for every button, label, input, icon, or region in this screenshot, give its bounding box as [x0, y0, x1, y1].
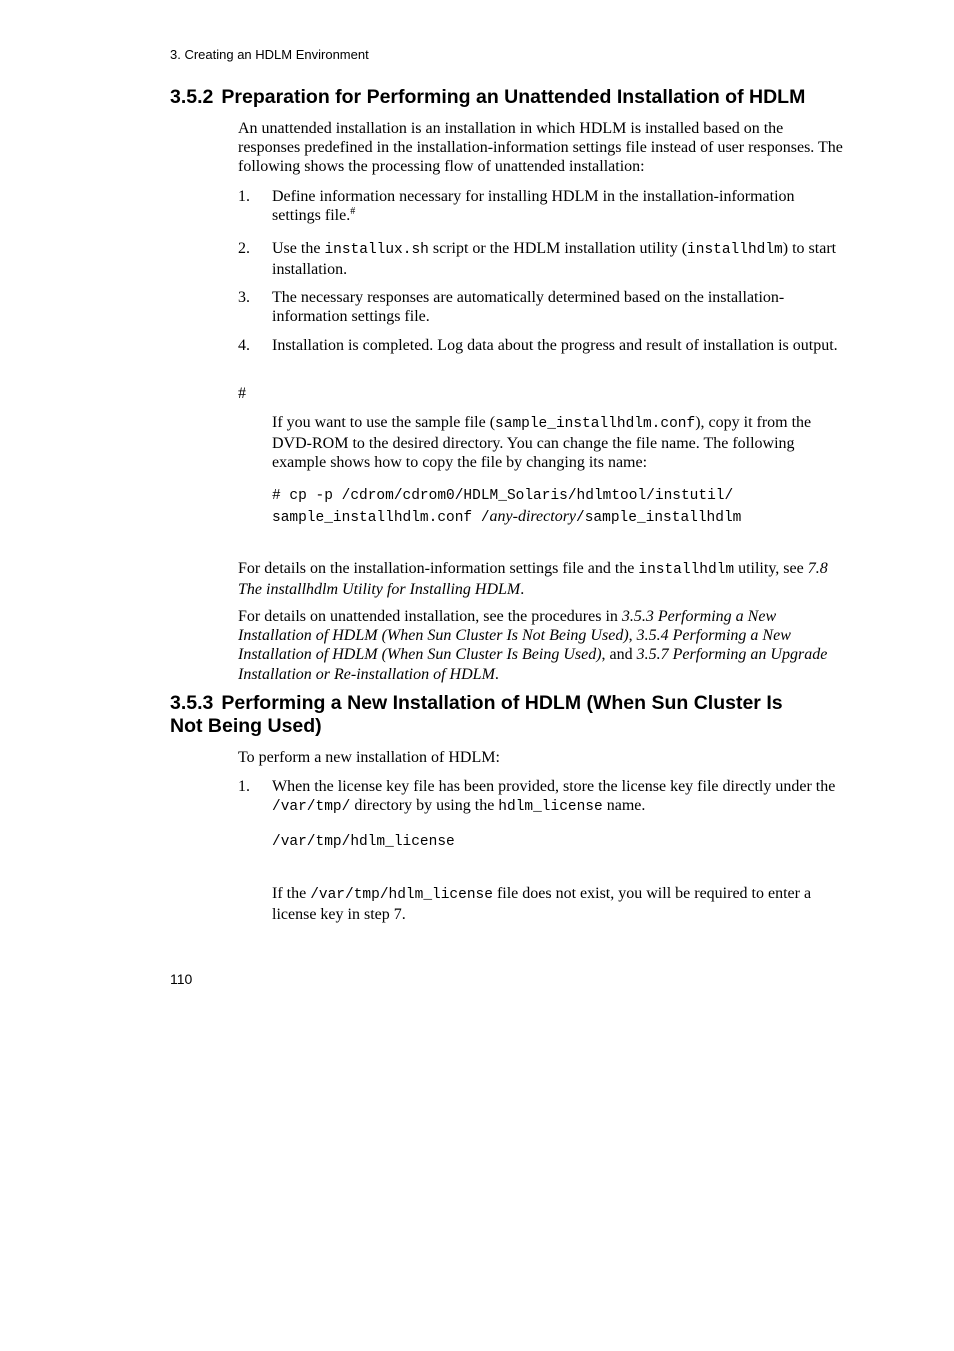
section-number: 3.5.2: [170, 86, 214, 108]
code-line: # cp -p /cdrom/cdrom0/HDLM_Solaris/hdlmtool/instutil/: [272, 488, 734, 504]
list-item-step-1: [272, 777, 844, 817]
footnote-mark: #: [238, 385, 246, 402]
body-text: For details on the installation-information settings file and the: [238, 560, 639, 577]
details-paragraph: [238, 607, 844, 684]
utility-name: installhdlm: [638, 562, 735, 578]
script-name: installux.sh: [324, 242, 429, 258]
code-example: [272, 487, 862, 528]
note-text: If the: [272, 885, 311, 902]
body-text: , and: [601, 646, 637, 664]
code-example: /var/tmp/hdlm_license: [272, 834, 455, 850]
cross-reference: 3.5.4 Performing a New Installation of HDLM (When Sun Cluster Is Being Used): [238, 627, 791, 664]
utility-name: installhdlm: [687, 242, 783, 258]
list-item-step-3: The necessary responses are automatically determined based on the installation-information settings file.: [272, 289, 785, 326]
step-text: Define information necessary for installing HDLM in the installation-information settings file.: [272, 188, 795, 225]
sample-file-name: sample_installhdlm.conf: [495, 416, 696, 432]
body-text: utility, see: [734, 560, 808, 577]
list-item-step-2: [272, 239, 844, 279]
list-number: 3.: [238, 289, 250, 306]
step-text: script or the HDLM installation utility (: [428, 240, 688, 257]
body-text: ,: [628, 627, 637, 645]
running-header: 3. Creating an HDLM Environment: [170, 47, 369, 62]
code-variable: any-directory: [489, 507, 577, 525]
details-paragraph: [238, 559, 844, 599]
file-path: /var/tmp/hdlm_license: [310, 887, 493, 903]
cross-reference: 3.5.3 Performing a New Installation of HDLM (When Sun Cluster Is Not Being Used): [238, 608, 777, 645]
cross-reference: 3.5.7 Performing an Upgrade Installation or Re-installation of HDLM: [238, 646, 828, 683]
list-number: 1.: [238, 188, 250, 205]
body-text: .: [494, 665, 499, 683]
list-item-step-4: Installation is completed. Log data about the progress and result of installation is output.: [272, 337, 838, 354]
note-text: If you want to use the sample file (: [272, 414, 496, 431]
body-text: .: [520, 581, 525, 599]
body-text: For details on unattended installation, see the procedures in: [238, 608, 622, 625]
list-number: 1.: [238, 778, 250, 795]
footnote-paragraph: [272, 413, 844, 473]
step-text: When the license key file has been provided, store the license key file directly under the: [272, 778, 836, 795]
page-number: 110: [170, 971, 193, 987]
list-number: 2.: [238, 240, 250, 257]
section-title: Performing a New Installation of HDLM (When Sun Cluster Is: [221, 692, 783, 714]
file-name: hdlm_license: [498, 799, 603, 816]
note-text: file does not exist, you will be required to enter a license key in step 7.: [272, 885, 812, 924]
code-text: sample_installhdlm.conf /: [272, 509, 490, 526]
section-title: Preparation for Performing an Unattended Installation of HDLM: [221, 86, 806, 108]
intro-paragraph: An unattended installation is an installation in which HDLM is installed based on the responses predefined in the installation-information settings file instead of user responses. The following shows the processing flow of unattended installation:: [238, 120, 843, 176]
code-text: /sample_installhdlm: [576, 509, 742, 526]
step-text: name.: [602, 797, 646, 815]
section-number: 3.5.3: [170, 692, 214, 714]
step-text: Use the: [272, 240, 325, 257]
section-heading-3-5-2: [170, 86, 850, 109]
note-text: ), copy it from the DVD-ROM to the desired directory. You can change the file name. The following example shows how to copy the file by changing its name:: [272, 414, 812, 472]
list-item-step-1: [272, 187, 844, 225]
intro-paragraph: To perform a new installation of HDLM:: [238, 749, 500, 766]
list-number: 4.: [238, 337, 250, 354]
section-title: Not Being Used): [170, 715, 322, 737]
section-heading-3-5-3: [170, 692, 850, 738]
directory-path: /var/tmp/: [272, 799, 351, 816]
cross-reference: 7.8 The installhdlm Utility for Installing HDLM: [238, 560, 828, 599]
step-text: directory by using the: [350, 797, 499, 815]
code-line: [272, 507, 862, 529]
note-paragraph: [272, 884, 844, 924]
footnote-marker: #: [350, 206, 356, 218]
step-text: ) to start installation.: [272, 240, 837, 279]
